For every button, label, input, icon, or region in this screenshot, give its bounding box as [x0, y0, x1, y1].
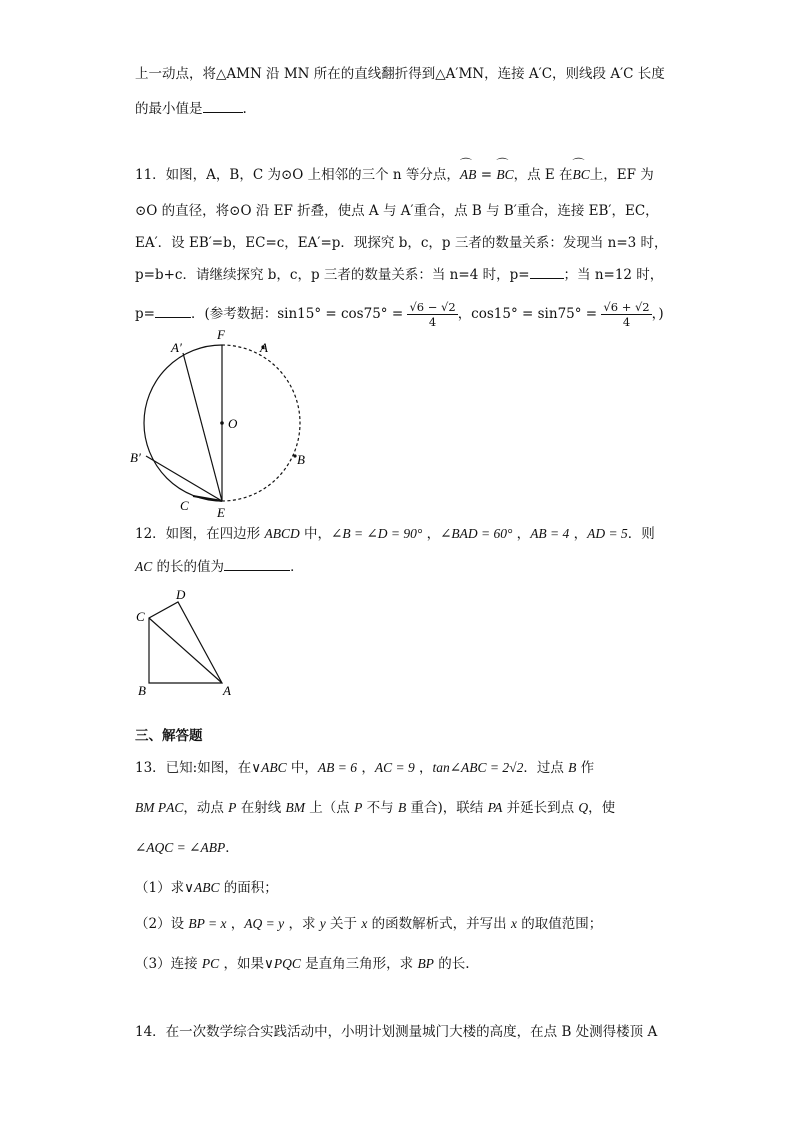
- q13-part-1: （1）求∨ABC 的面积；: [135, 880, 278, 896]
- segment-ea-prime: [183, 353, 222, 501]
- q10-line-1: 上一动点，将△AMN 沿 MN 所在的直线翻折得到△A′MN，连接 A′C，则线段 A′C 长度: [135, 66, 665, 82]
- q13-line-2: BM ΡAC，动点 P 在射线 BM 上（点 P 不与 B 重合)，联结 PA 并延长到点 Q，使: [135, 800, 616, 816]
- q13-part-3: （3）连接 PC ，如果∨PQC 是直角三角形，求 BP 的长.: [135, 956, 470, 972]
- fraction-cos15: $\frac{√6 + √2}{4}$: [603, 300, 650, 329]
- diagonal-ac: [149, 618, 222, 683]
- segment-eb-prime: [146, 456, 222, 501]
- q11-line-4: p=b+c．请继续探究 b，c，p 三者的数量关系：当 n=4 时，p= ；当 n=12 时，: [135, 264, 663, 285]
- q13-line-1: 13．已知:如图，在∨ABC 中，AB = 6 ，AC = 9 ，tan∠ABC = 2√2．过点 B 作: [135, 760, 595, 776]
- q12-quadrilateral-figure: [130, 585, 240, 700]
- q11-line-3: EA′．设 EB′=b，EC=c，EA′=p．现探究 b，c，p 三者的数量关系：发现当 n=3 时，: [135, 235, 668, 251]
- answer-blank-n12[interactable]: [155, 303, 191, 318]
- q10-line-2: 的最小值是 .: [135, 98, 247, 119]
- section-title: 三、解答题: [135, 728, 203, 744]
- q14-line-1: 14．在一次数学综合实践活动中，小明计划测量城门大楼的高度，在点 B 处测得楼顶 A: [135, 1024, 658, 1040]
- q13-part-2: （2）设 BP = x ，AQ = y ，求 y 关于 x 的函数解析式，并写出 x 的取值范围；: [135, 916, 603, 932]
- q11-line-1: 11．如图，A，B，C 为⊙O 上相邻的三个 n 等分点，⌒ AB = ⌒ BC，点 E 在⌒ BC上，EF 为: [135, 165, 654, 185]
- label-c: C: [136, 609, 145, 624]
- label-a: A: [223, 683, 231, 698]
- q11-line-5: p= ．(参考数据：sin15° = cos75° = $\frac{√6 - √2}{4}$ ，cos15° = sin75° = $\frac{√6 + √2}{4}$ ，): [135, 300, 664, 329]
- q13-line-3: ∠AQC = ∠ABP．: [135, 840, 239, 856]
- answer-blank[interactable]: [203, 98, 243, 113]
- label-d: D: [176, 587, 186, 602]
- q11-line-2: ⊙O 的直径，将⊙O 沿 EF 折叠，使点 A 与 A′重合，点 B 与 B′重合，连接 EB′，EC，: [135, 203, 659, 219]
- q12-line-1: 12．如图，在四边形 ABCD 中，∠B = ∠D = 90° ，∠BAD = 60° ，AB = 4 ，AD = 5．则: [135, 526, 655, 542]
- quadrilateral-abcd: [149, 602, 222, 683]
- q12-line-2: AC 的长的值为 ．: [135, 556, 304, 577]
- fraction-sin15: $\frac{√6 - √2}{4}$: [409, 300, 456, 329]
- label-o: O: [228, 416, 238, 431]
- label-b: B: [297, 452, 305, 467]
- label-c: C: [180, 498, 189, 513]
- label-a: A: [260, 340, 268, 355]
- label-a-prime: A′: [171, 340, 182, 355]
- answer-blank-n4[interactable]: [530, 264, 564, 279]
- label-e: E: [217, 505, 225, 520]
- q11-circle-figure: [125, 325, 315, 520]
- answer-blank-ac[interactable]: [224, 556, 290, 571]
- label-b-prime: B′: [130, 450, 141, 465]
- label-b: B: [138, 683, 146, 698]
- label-f: F: [217, 327, 225, 342]
- center-point: [220, 421, 224, 425]
